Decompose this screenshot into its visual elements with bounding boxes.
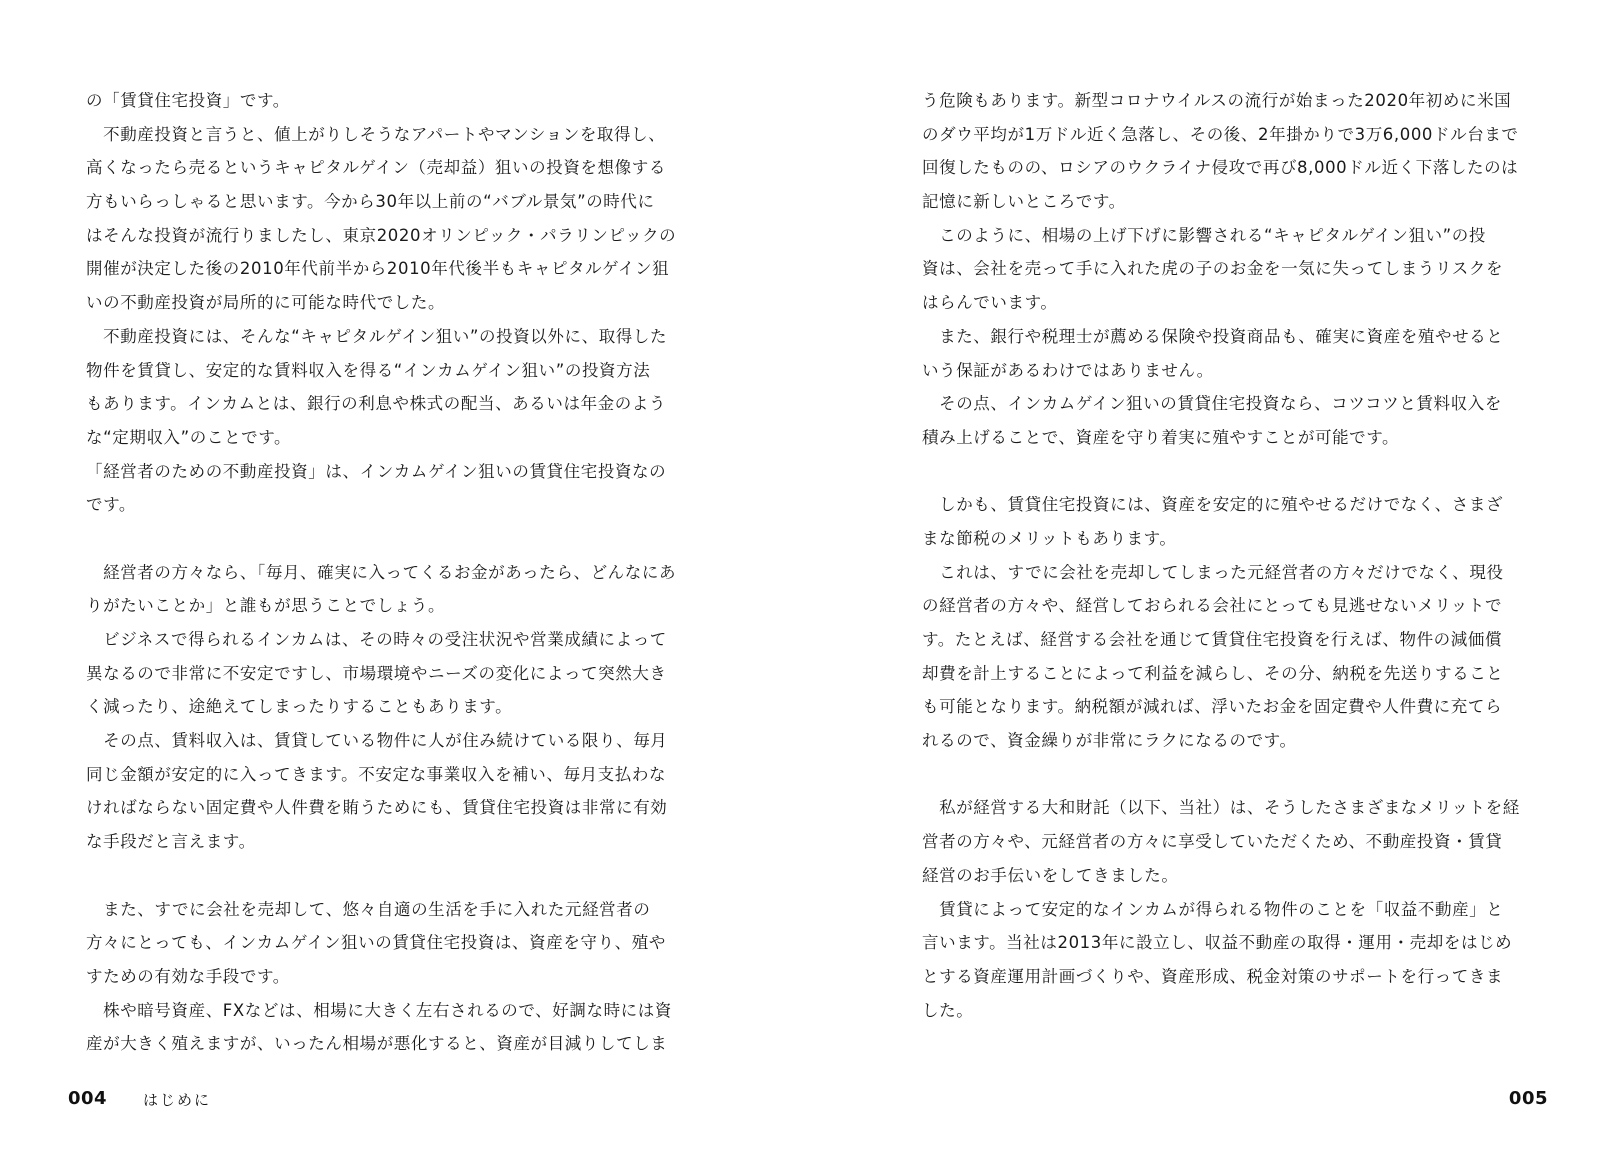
text-line [86,859,692,893]
text-line: 記憶に新しいところです。 [922,192,1126,212]
text-line: 賃貸によって安定的なインカムが得られる物件のことを「収益不動産」と [922,899,1504,919]
text-line: 却費を計上することによって利益を減らし、その分、納税を先送りすること [922,663,1504,683]
right-page-body [922,84,1528,1044]
text-line: な“定期収入”のことです。 [86,427,292,447]
text-line: まな節税のメリットもあります。 [922,528,1177,548]
text-line: 私が経営する大和財託（以下、当社）は、そうしたさまざまなメリットを経 [922,798,1520,818]
text-line: 方もいらっしゃると思います。今から30年以上前の“バブル景気”の時代に [86,192,655,212]
text-line: した。 [922,1000,974,1020]
text-line: いの不動産投資が局所的に可能な時代でした。 [86,293,446,313]
text-line: 高くなったら売るというキャピタルゲイン（売却益）狙いの投資を想像する [86,158,666,178]
text-line: 営者の方々や、元経営者の方々に享受していただくため、不動産投資・賃貸 [922,832,1503,852]
text-line: 言います。当社は2013年に設立し、収益不動産の取得・運用・売却をはじめ [922,933,1513,953]
text-line: はらんでいます。 [922,293,1058,313]
text-line [922,455,1528,489]
text-line: す。たとえば、経営する会社を通じて賃貸住宅投資を行えば、物件の減価償 [922,630,1503,649]
text-line: う危険もあります。新型コロナウイルスの流行が始まった2020年初めに米国 [922,91,1512,110]
text-line: 物件を賃貸し、安定的な賃料収入を得る“インカムゲイン狙い”の投資方法 [86,360,651,380]
text-line: ビジネスで得られるインカムは、その時々の受注状況や営業成績によって [86,630,667,649]
text-line [922,758,1528,792]
text-line: すための有効な手段です。 [86,966,290,986]
text-line: のダウ平均が1万ドル近く急落し、その後、2年掛かりで3万6,000ドル台まで [922,124,1519,144]
text-line: また、すでに会社を売却して、悠々自適の生活を手に入れた元経営者の [86,899,651,919]
text-line: ければならない固定費や人件費を賄うためにも、賃貸住宅投資は非常に有効 [86,798,668,818]
page-number-right: 005 [1508,1088,1548,1109]
text-line: 経営のお手伝いをしてきました。 [922,865,1179,885]
text-line: です。 [86,495,136,515]
text-line [86,522,692,556]
running-head: はじめに [143,1091,212,1109]
text-line: 積み上げることで、資産を守り着実に殖やすことが可能です。 [922,427,1400,447]
text-line: 「経営者のための不動産投資」は、インカムゲイン狙いの賃貸住宅投資なの [86,461,667,481]
left-page-body [86,84,692,1054]
text-line: また、銀行や税理士が薦める保険や投資商品も、確実に資産を殖やせると [922,326,1504,346]
text-line: れるので、資金繰りが非常にラクになるのです。 [922,731,1297,751]
text-line: これは、すでに会社を売却してしまった元経営者の方々だけでなく、現役 [922,562,1504,582]
text-line: このように、相場の上げ下げに影響される“キャピタルゲイン狙い”の投 [922,225,1487,245]
text-line: 方々にとっても、インカムゲイン狙いの賃貸住宅投資は、資産を守り、殖や [86,933,666,953]
text-line: 不動産投資と言うと、値上がりしそうなアパートやマンションを取得し、 [86,124,666,144]
text-line: も可能となります。納税額が減れば、浮いたお金を固定費や人件費に充てら [922,697,1503,717]
text-line: とする資産運用計画づくりや、資産形成、税金対策のサポートを行ってきま [922,966,1504,986]
text-line: 回復したものの、ロシアのウクライナ侵攻で再び8,000ドル近く下落したのは [922,158,1519,178]
text-line: 産が大きく殖えますが、いったん相場が悪化すると、資産が目減りしてしま [86,1034,668,1054]
text-line: く減ったり、途絶えてしまったりすることもあります。 [86,697,513,717]
text-line: しかも、賃貸住宅投資には、資産を安定的に殖やせるだけでなく、さまざ [922,495,1504,515]
text-line: 資は、会社を売って手に入れた虎の子のお金を一気に失ってしまうリスクを [922,259,1504,279]
text-line: の「賃貸住宅投資」です。 [86,91,290,110]
text-line: その点、インカムゲイン狙いの賃貸住宅投資なら、コツコツと賃料収入を [922,394,1502,414]
text-line: 同じ金額が安定的に入ってきます。不安定な事業収入を補い、毎月支払わな [86,764,667,784]
text-line: 異なるので非常に不安定ですし、市場環境やニーズの変化によって突然大き [86,663,667,683]
text-line: 株や暗号資産、FXなどは、相場に大きく左右されるので、好調な時には資 [86,1000,672,1020]
text-line: 不動産投資には、そんな“キャピタルゲイン狙い”の投資以外に、取得した [86,326,668,346]
text-line: いう保証があるわけではありません。 [922,360,1214,380]
text-line: りがたいことか」と誰もが思うことでしょう。 [86,596,446,616]
page-number-left: 004 [68,1088,108,1109]
text-line: 経営者の方々なら、「毎月、確実に入ってくるお金があったら、どんなにあ [86,562,677,582]
text-line: その点、賃料収入は、賃貸している物件に人が住み続けている限り、毎月 [86,731,668,751]
text-line: もあります。インカムとは、銀行の利息や株式の配当、あるいは年金のよう [86,394,667,414]
text-line: 開催が決定した後の2010年代前半から2010年代後半もキャピタルゲイン狙 [86,259,670,279]
text-line: な手段だと言えます。 [86,832,256,852]
text-line: の経営者の方々や、経営しておられる会社にとっても見逃せないメリットで [922,596,1503,616]
text-line: はそんな投資が流行りましたし、東京2020オリンピック・パラリンピックの [86,225,677,245]
